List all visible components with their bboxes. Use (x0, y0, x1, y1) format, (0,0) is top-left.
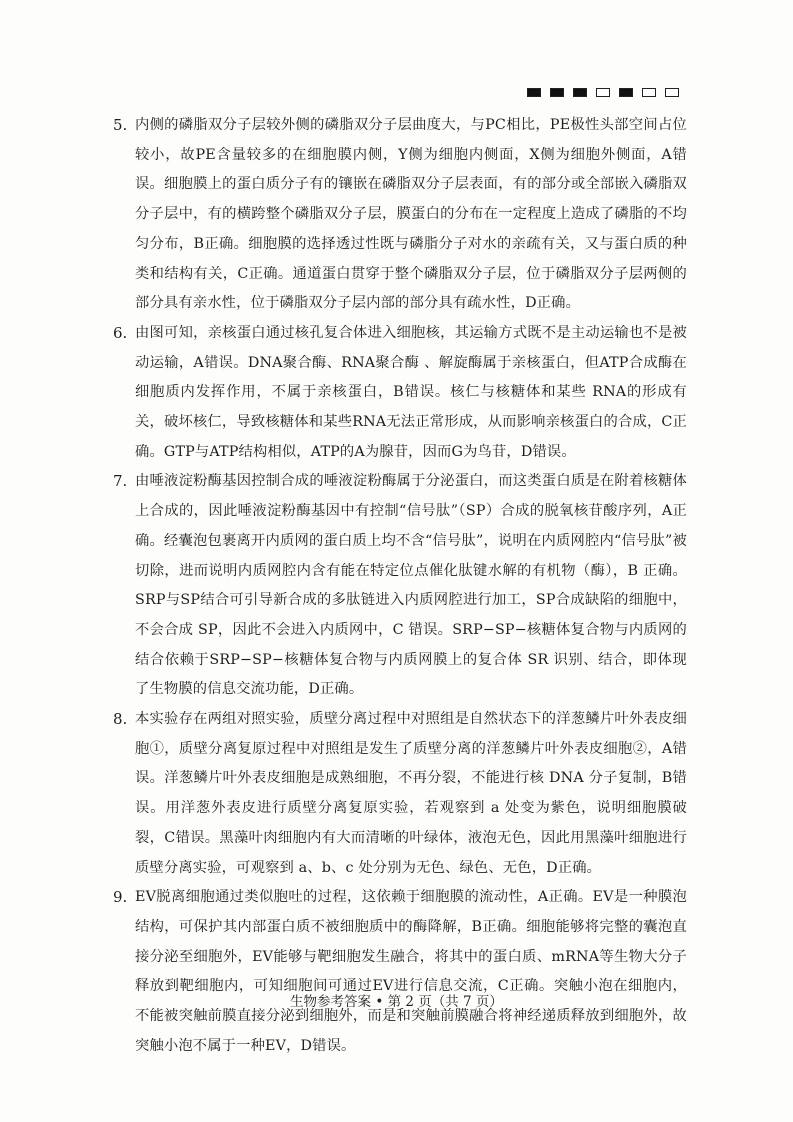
page-marker (642, 88, 656, 97)
page-marker (527, 88, 541, 97)
page-markers (527, 88, 679, 97)
answer-text: 由唾液淀粉酶基因控制合成的唾液淀粉酶属于分泌蛋白，而这类蛋白质是在附着核糖体上合成的，因此唾液淀粉酶基因中有控制“信号肽”（SP）合成的脱氧核苷酸序列，A正确。经囊泡包裹离开内质网的蛋白质上均不含“信号肽”，说明在内质网腔内“信号肽”被切除，进而说明内质网腔内含有能在特定位点催化肽键水解的有机物（酶），B 正确。SRP与SP结合可引导新合成的多肽链进入内质网腔进行加工，SP合成缺陷的细胞中，不会合成 SP，因此不会进入内质网中，C 错误。SRP−SP−核糖体复合物与内质网的结合依赖于SRP−SP−核糖体复合物与内质网膜上的复合体 SR 识别、结合，即体现了生物膜的信息交流功能，D正确。 (135, 473, 687, 698)
answer-number: 8. (113, 710, 128, 729)
answer-item (113, 319, 687, 468)
answer-item (113, 705, 687, 883)
answer-number: 6. (113, 323, 128, 342)
page-marker (550, 88, 564, 97)
answer-text: EV脱离细胞通过类似胞吐的过程，这依赖于细胞膜的流动性，A正确。EV是一种膜泡结构，可保护其内部蛋白质不被细胞质中的酶降解，B正确。细胞能够将完整的囊泡直接分泌至细胞外，EV能够与靶细胞发生融合，将其中的蛋白质、mRNA等生物大分子释放到靶细胞内，可知细胞间可通过EV进行信息交流，C正确。突触小泡在细胞内，不能被突触前膜直接分泌到细胞外，而是和突触前膜融合将神经递质释放到细胞外，故突触小泡不属于一种EV，D错误。 (135, 889, 687, 1054)
answer-item (113, 467, 687, 705)
answer-text: 由图可知，亲核蛋白通过核孔复合体进入细胞核，其运输方式既不是主动运输也不是被动运输，A错误。DNA聚合酶、RNA聚合酶 、解旋酶属于亲核蛋白，但ATP合成酶在细胞质内发挥作用，不属于亲核蛋白，B错误。核仁与核糖体和某些 RNA的形成有关，破坏核仁，导致核糖体和某些RNA无法正常形成，从而影响亲核蛋白的合成，C正确。GTP与ATP结构相似，ATP的A为腺苷，因而G为鸟苷，D错误。 (135, 324, 687, 460)
page-marker (573, 88, 587, 97)
answer-item (113, 883, 687, 1061)
page-marker (665, 88, 679, 97)
answer-text: 本实验存在两组对照实验，质壁分离过程中对照组是自然状态下的洋葱鳞片叶外表皮细胞①，质壁分离复原过程中对照组是发生了质壁分离的洋葱鳞片叶外表皮细胞②，A错误。洋葱鳞片叶外表皮细胞是成熟细胞，不再分裂，不能进行核 DNA 分子复制，B错误。用洋葱外表皮进行质壁分离复原实验，若观察到 a 处变为紫色，说明细胞膜破裂，C错误。黑藻叶肉细胞内有大而清晰的叶绿体，液泡无色，因此用黑藻叶细胞进行质壁分离实验，可观察到 a、b、c 处分别为无色、绿色、无色，D正确。 (135, 711, 687, 876)
page-footer: 生物参考答案 • 第 2 页（共 7 页） (290, 994, 503, 1010)
answer-number: 9. (113, 888, 128, 907)
answer-text: 内侧的磷脂双分子层较外侧的磷脂双分子层曲度大，与PC相比，PE极性头部空间占位较小，故PE含量较多的在细胞膜内侧，Y侧为细胞内侧面，X侧为细胞外侧面，A错误。细胞膜上的蛋白质分子有的镶嵌在磷脂双分子层表面，有的部分或全部嵌入磷脂双分子层中，有的横跨整个磷脂双分子层，膜蛋白的分布在一定程度上造成了磷脂的不均匀分布，B正确。细胞膜的选择透过性既与磷脂分子对水的亲疏有关，又与蛋白质的种类和结构有关，C正确。通道蛋白贯穿于整个磷脂双分子层，位于磷脂双分子层两侧的部分具有亲水性，位于磷脂双分子层内部的部分具有疏水性，D正确。 (135, 117, 687, 312)
answer-item (113, 111, 687, 319)
page-marker (596, 88, 610, 97)
answer-number: 5. (113, 116, 128, 134)
answer-number: 7. (113, 472, 128, 491)
page-marker (619, 88, 633, 97)
answer-list (113, 111, 687, 1062)
